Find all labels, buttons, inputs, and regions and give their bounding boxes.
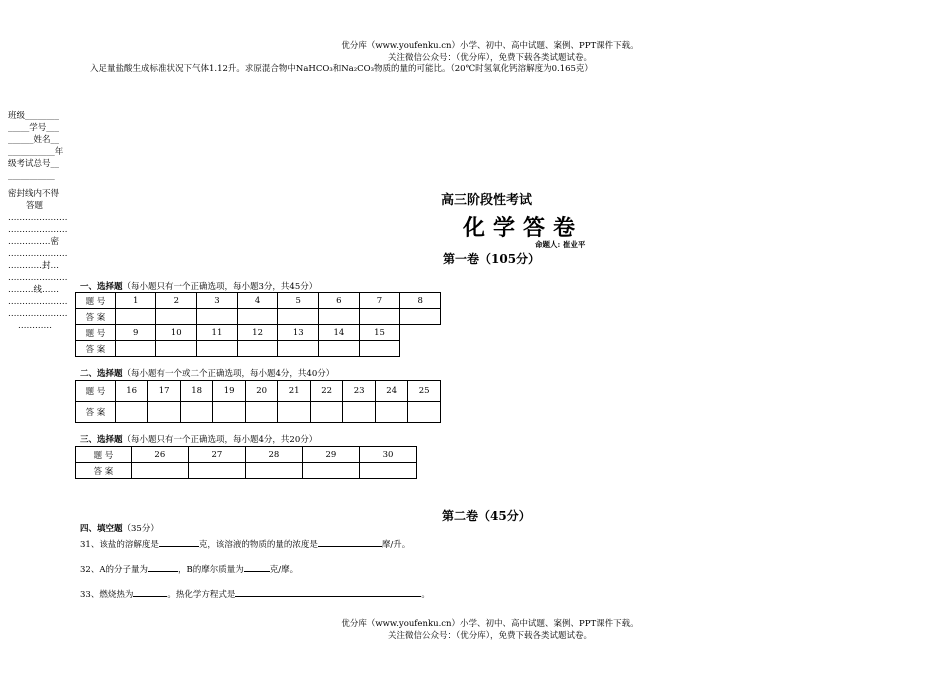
section-3-heading <box>80 433 317 445</box>
question-number: 15 <box>359 325 400 341</box>
table-row <box>76 381 441 402</box>
question-number: 17 <box>148 381 181 402</box>
question-number: 30 <box>359 447 416 463</box>
section-4-label: 四、填空题 <box>80 524 123 534</box>
section-1-label: 一、选择题 <box>80 282 123 292</box>
question-number: 9 <box>115 325 156 341</box>
sidebar-line: ………………… <box>8 225 68 235</box>
answer-cell[interactable] <box>400 309 441 325</box>
question-number: 11 <box>197 325 238 341</box>
question-number: 10 <box>156 325 197 341</box>
q31-blank-concentration[interactable] <box>318 537 382 547</box>
sidebar-line: 答题 <box>26 201 44 211</box>
question-number: 8 <box>400 293 441 309</box>
question-number: 18 <box>180 381 213 402</box>
answer-cell[interactable] <box>375 402 408 423</box>
row-header-qnum: 题 号 <box>76 293 116 309</box>
q33-text-b: 。热化学方程式是 <box>167 590 236 600</box>
table-row <box>76 325 441 341</box>
answer-cell[interactable] <box>319 309 360 325</box>
sidebar-line: ………………… <box>8 297 68 307</box>
answer-cell[interactable] <box>237 341 278 357</box>
answer-table-3 <box>75 446 417 479</box>
answer-cell[interactable] <box>115 309 156 325</box>
q33-blank-equation[interactable] <box>235 587 421 597</box>
section-4-note: （35分） <box>122 524 159 534</box>
answer-cell[interactable] <box>319 341 360 357</box>
question-number: 6 <box>319 293 360 309</box>
question-number: 24 <box>375 381 408 402</box>
section-2-heading <box>80 367 334 379</box>
row-header-answer: 答 案 <box>76 463 132 479</box>
question-number: 4 <box>237 293 278 309</box>
question-number: 19 <box>213 381 246 402</box>
question-number: 1 <box>115 293 156 309</box>
sidebar-line: _____学号___ <box>8 123 60 133</box>
answer-cell[interactable] <box>197 309 238 325</box>
row-header-answer: 答 案 <box>76 341 116 357</box>
answer-cell[interactable] <box>188 463 245 479</box>
table-row <box>76 309 441 325</box>
volume-1-heading: 第一卷（105分） <box>443 252 541 266</box>
table-row <box>76 463 417 479</box>
table-row <box>76 402 441 423</box>
section-4-heading <box>80 522 159 534</box>
row-header-qnum: 题 号 <box>76 447 132 463</box>
sidebar-line: ___________年 <box>8 147 64 157</box>
q33-text-c: 。 <box>421 590 430 600</box>
author-credit: 命题人: 崔业平 <box>535 240 586 249</box>
q31-text-c: 摩/升。 <box>381 540 411 550</box>
answer-table-2 <box>75 380 441 423</box>
table-row <box>76 341 441 357</box>
answer-cell[interactable] <box>131 463 188 479</box>
sidebar-line: 密封线内不得 <box>8 189 60 199</box>
q32-text-c: 克/摩。 <box>269 565 299 575</box>
question-number: 23 <box>343 381 376 402</box>
q32-blank-molar-mass[interactable] <box>244 562 270 572</box>
section-1-note: （每小题只有一个正确选项，每小题3分，共45分） <box>122 282 318 292</box>
row-header-answer: 答 案 <box>76 402 116 423</box>
question-number: 16 <box>115 381 148 402</box>
answer-cell[interactable] <box>302 463 359 479</box>
q32-text-a: 32、A的分子量为 <box>80 565 148 575</box>
answer-cell[interactable] <box>310 402 343 423</box>
answer-cell[interactable] <box>359 309 400 325</box>
answer-cell[interactable] <box>278 309 319 325</box>
answer-cell[interactable] <box>115 341 156 357</box>
question-number: 22 <box>310 381 343 402</box>
question-number: 25 <box>408 381 441 402</box>
question-number: 7 <box>359 293 400 309</box>
sidebar-line: ………………… <box>8 249 68 259</box>
question-number: 3 <box>197 293 238 309</box>
header-line-1: 优分库（www.youfenku.cn）小学、初中、高中试题、案例、PPT课件下载。 <box>341 41 639 51</box>
q33-blank-heat[interactable] <box>133 587 167 597</box>
sidebar-line: ………………… <box>8 309 68 319</box>
q31-text-b: 克，该溶液的物质的量的浓度是 <box>198 540 318 550</box>
question-number: 13 <box>278 325 319 341</box>
answer-cell[interactable] <box>213 402 246 423</box>
section-1-heading <box>80 280 317 292</box>
question-31 <box>80 537 410 550</box>
answer-cell[interactable] <box>180 402 213 423</box>
q31-text-a: 31、该盐的溶解度是 <box>80 540 159 550</box>
answer-table-1 <box>75 292 441 357</box>
question-number: 29 <box>302 447 359 463</box>
exam-title: 高三阶段性考试 <box>441 193 533 208</box>
q32-text-b: ，B的摩尔质量为 <box>177 565 244 575</box>
question-number: 21 <box>278 381 311 402</box>
answer-cell[interactable] <box>278 341 319 357</box>
question-33 <box>80 587 430 600</box>
section-3-note: （每小题只有一个正确选项，每小题4分，共20分） <box>122 435 318 445</box>
footer-line-1: 优分库（www.youfenku.cn）小学、初中、高中试题、案例、PPT课件下载。 <box>341 619 639 629</box>
answer-cell[interactable] <box>156 341 197 357</box>
sidebar-line: ………线…… <box>8 285 60 295</box>
q33-text-a: 33、燃烧热为 <box>80 590 134 600</box>
problem-tail-text: 入足量盐酸生成标准状况下气体1.12升。求原混合物中NaHCO₃和Na₂CO₃物质的量的可能比。（20℃时氢氧化钙溶解度为0.165克） <box>90 64 593 74</box>
section-2-label: 二、选择题 <box>80 369 123 379</box>
page-title: 化学答卷 <box>463 215 584 241</box>
sidebar-line: ……………密 <box>8 237 60 247</box>
sidebar-line: ………………… <box>8 273 68 283</box>
question-number: 14 <box>319 325 360 341</box>
answer-cell[interactable] <box>197 341 238 357</box>
answer-cell[interactable] <box>245 402 278 423</box>
row-header-qnum: 题 号 <box>76 325 116 341</box>
section-3-label: 三、选择题 <box>80 435 123 445</box>
table-row <box>76 293 441 309</box>
table-row <box>76 447 417 463</box>
answer-cell[interactable] <box>359 463 416 479</box>
sidebar-line: ___________ <box>8 171 55 181</box>
row-header-qnum: 题 号 <box>76 381 116 402</box>
answer-cell[interactable] <box>156 309 197 325</box>
answer-cell[interactable] <box>359 341 400 357</box>
answer-cell[interactable] <box>343 402 376 423</box>
header-line-2: 关注微信公众号：（优分库），免费下载各类试题试卷。 <box>387 53 592 63</box>
answer-cell[interactable] <box>148 402 181 423</box>
question-number: 12 <box>237 325 278 341</box>
sidebar-line: ______姓名__ <box>8 135 60 145</box>
question-number: 2 <box>156 293 197 309</box>
table-gap-cell <box>400 341 441 357</box>
question-number: 26 <box>131 447 188 463</box>
sidebar-line: ………… <box>18 321 52 331</box>
question-number: 5 <box>278 293 319 309</box>
sidebar-line: 班级________ <box>8 111 60 121</box>
answer-cell[interactable] <box>278 402 311 423</box>
answer-cell[interactable] <box>245 463 302 479</box>
row-header-answer: 答 案 <box>76 309 116 325</box>
table-gap-cell <box>400 325 441 341</box>
q32-blank-molecular-weight[interactable] <box>148 562 178 572</box>
volume-2-heading: 第二卷（45分） <box>442 509 531 523</box>
sidebar-line: ………………… <box>8 213 68 223</box>
question-number: 27 <box>188 447 245 463</box>
question-number: 28 <box>245 447 302 463</box>
footer-line-2: 关注微信公众号：（优分库），免费下载各类试题试卷。 <box>387 631 592 641</box>
sidebar-seal <box>8 110 70 332</box>
section-2-note: （每小题有一个或二个正确选项，每小题4分，共40分） <box>122 369 335 379</box>
sidebar-line: 级考试总号__ <box>8 159 60 169</box>
answer-cell[interactable] <box>115 402 148 423</box>
q31-blank-solubility[interactable] <box>159 537 199 547</box>
answer-cell[interactable] <box>237 309 278 325</box>
sidebar-line: …………封… <box>8 261 60 271</box>
question-32 <box>80 562 298 575</box>
answer-cell[interactable] <box>408 402 441 423</box>
question-number: 20 <box>245 381 278 402</box>
